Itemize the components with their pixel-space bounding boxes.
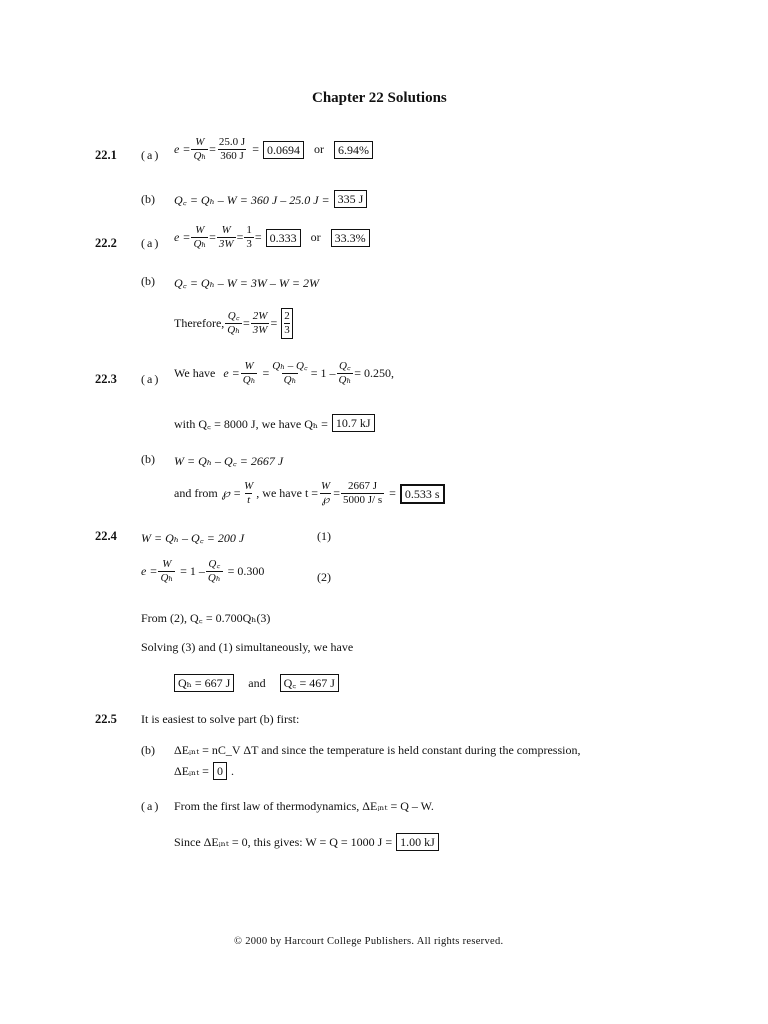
equals: = 1 – xyxy=(180,564,205,578)
equation-22-2b xyxy=(174,274,319,291)
equation-text: ℘ = xyxy=(221,486,242,500)
equals: = xyxy=(236,230,244,244)
answer-box: Q꜀ = 467 J xyxy=(280,674,339,692)
equals: = xyxy=(243,316,250,330)
problem-number-22-1: 22.1 xyxy=(95,148,117,162)
equation-tag-2: (2) xyxy=(317,570,331,584)
fraction: $\frac{W}{t}$ xyxy=(244,480,254,506)
problem-number-22-2: 22.2 xyxy=(95,236,117,250)
therefore-text: Therefore, xyxy=(174,316,225,330)
have-text: We have xyxy=(174,366,216,380)
fraction: $\frac{W}{3W}$ xyxy=(218,224,234,250)
equals: = xyxy=(209,142,216,156)
equation-text: with Q꜀ = 8000 J, we have Qₕ = xyxy=(174,416,328,431)
equation-22-2-therefore xyxy=(174,308,293,339)
equals: = 1 – xyxy=(310,366,336,380)
answer-box: 6.94% xyxy=(334,141,373,159)
fraction: $\frac{\text{Qₕ – Q꜀}}{\text{Qₕ}}$ xyxy=(272,360,308,386)
fraction: $\frac{W}{\text{Qₕ}}$ xyxy=(193,224,207,250)
intro-text: It is easiest to solve part (b) first: xyxy=(141,712,300,726)
equation-tag-1: (1) xyxy=(317,529,331,543)
equation-22-3-from xyxy=(174,480,445,507)
or-text: or xyxy=(313,142,324,156)
equals: = xyxy=(262,366,270,380)
equals: = xyxy=(254,230,262,244)
fraction: $\frac{W}{℘}$ xyxy=(321,480,331,506)
equation-text: e = xyxy=(223,366,240,380)
equation-22-5a: From the first law of thermodynamics, ΔEᵢₙₜ = Q – W. xyxy=(174,799,434,813)
part-label-b: (b) xyxy=(141,743,155,757)
equals: = xyxy=(389,486,396,500)
fraction: $\frac{Q꜀}{\text{Qₕ}}$ xyxy=(227,310,240,336)
equation-text: Q꜀ = Qₕ – W = 3W – W = 2W xyxy=(174,276,319,290)
and-text: and xyxy=(248,675,266,690)
part-label-b: (b) xyxy=(141,274,155,288)
part-label-a: (a) xyxy=(141,372,161,386)
equation-text: W = Qₕ – Q꜀ = 2667 J xyxy=(174,454,284,468)
equation-tail: = 0.250, xyxy=(354,366,394,380)
equals: = xyxy=(252,142,259,156)
fraction: $\frac{2W}{3W}$ xyxy=(252,310,268,336)
equals: = xyxy=(209,230,216,244)
equation-22-1a xyxy=(174,136,373,163)
equation-text: e = xyxy=(174,142,191,156)
fraction: $\frac{1}{3}$ xyxy=(246,224,252,250)
equation-22-5b: ΔEᵢₙₜ = nC_V ΔT and since the temperature is held constant during the compression, xyxy=(174,743,581,757)
equation-text: e = xyxy=(174,230,191,244)
equation-22-5b2 xyxy=(174,762,234,780)
equation-tail: = 0.300 xyxy=(227,564,265,578)
equation-22-4-2 xyxy=(141,558,264,585)
have-text: , we have t = xyxy=(256,486,319,500)
equation-22-3-with xyxy=(174,414,375,432)
equation-22-3a xyxy=(174,360,394,387)
fraction: $\frac{Q꜀}{\text{Qₕ}}$ xyxy=(338,360,352,386)
equals: = xyxy=(333,486,340,500)
part-label-a: (a) xyxy=(141,236,161,250)
fraction: $\frac{W}{\text{Qₕ}}$ xyxy=(242,360,256,386)
equation-text: Q꜀ = Qₕ – W = 360 J – 25.0 J = xyxy=(174,192,330,207)
answer-box: Qₕ = 667 J xyxy=(174,674,234,692)
equation-22-5-since xyxy=(174,833,439,851)
answer-box: 335 J xyxy=(334,190,368,208)
part-label-a: (a) xyxy=(141,799,161,813)
fraction: $\frac{W}{\text{Qₕ}}$ xyxy=(160,558,174,584)
equation-22-4-answers xyxy=(174,674,339,692)
answer-box: 33.3% xyxy=(331,229,370,247)
equation-text: W = Qₕ – Q꜀ = 200 J xyxy=(141,531,245,545)
equation-22-4-3: From (2), Q꜀ = 0.700Qₕ(3) xyxy=(141,611,271,625)
copyright-footer: © 2000 by Harcourt College Publishers. All rights reserved. xyxy=(234,936,504,947)
answer-box: 0.333 xyxy=(266,229,301,247)
answer-box: 1.00 kJ xyxy=(396,833,439,851)
answer-box: 2 3 xyxy=(281,308,293,339)
equation-22-1b xyxy=(174,190,367,208)
fraction: $\frac{2667 J}{5000 J/ s}$ xyxy=(343,480,383,506)
fraction: $\frac{Q꜀}{\text{Qₕ}}$ xyxy=(207,558,221,584)
part-label-b: (b) xyxy=(141,452,155,466)
equation-tail: . xyxy=(230,763,234,778)
problem-number-22-3: 22.3 xyxy=(95,372,117,386)
from-text: and from xyxy=(174,486,218,500)
answer-box: 0.533 s xyxy=(400,484,445,504)
fraction: $\frac{W}{\text{Qₕ}}$ xyxy=(193,136,207,162)
part-label-a: (a) xyxy=(141,148,161,162)
answer-box: 0 xyxy=(213,762,227,780)
equation-22-4-1 xyxy=(141,529,244,546)
answer-box: 10.7 kJ xyxy=(332,414,375,432)
page-title: Chapter 22 Solutions xyxy=(312,90,447,106)
equation-text: e = xyxy=(141,564,158,578)
equation-22-2a xyxy=(174,224,370,251)
part-label-b: (b) xyxy=(141,192,155,206)
problem-number-22-4: 22.4 xyxy=(95,529,117,543)
equation-22-3b xyxy=(174,452,283,469)
equation-text: ΔEᵢₙₜ = xyxy=(174,763,209,778)
solving-text: Solving (3) and (1) simultaneously, we have xyxy=(141,640,354,654)
equation-text: Since ΔEᵢₙₜ = 0, this gives: W = Q = 1000 J = xyxy=(174,834,393,849)
equals: = xyxy=(270,316,278,330)
fraction: $\frac{25.0 J}{360 J}$ xyxy=(218,136,246,162)
answer-box: 0.0694 xyxy=(263,141,304,159)
problem-number-22-5: 22.5 xyxy=(95,712,117,726)
or-text: or xyxy=(310,230,321,244)
